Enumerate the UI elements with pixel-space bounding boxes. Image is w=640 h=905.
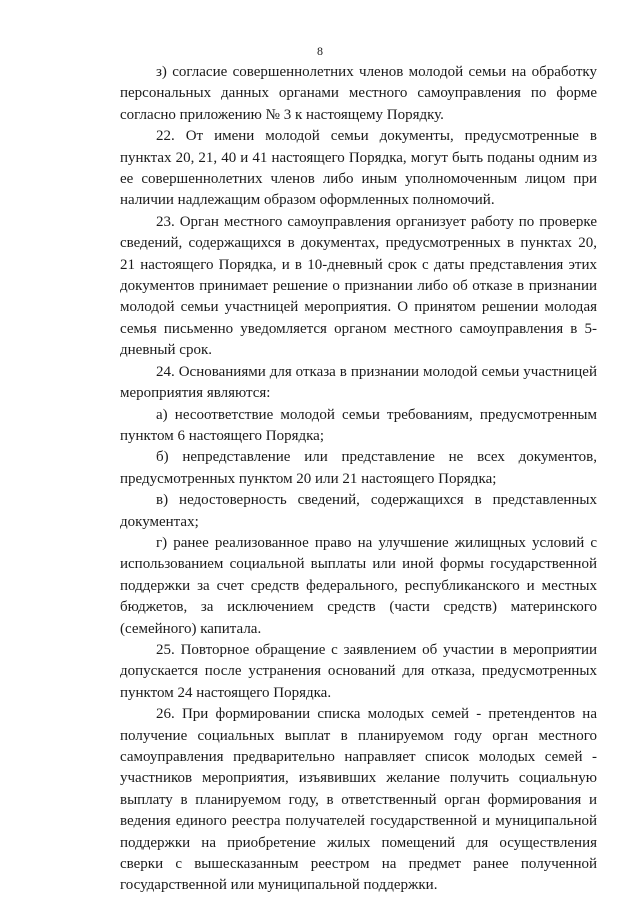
paragraph-24-item-g: г) ранее реализованное право на улучшение жилищных условий с использованием социальной выплаты или иной формы государственной поддержки за счет средств федерального, республиканского и местных бюджетов, за исключением средств (части средств) материнского (семейного) капитала.	[120, 534, 597, 637]
paragraph-24-item-v: в) недостоверность сведений, содержащихся в представленных документах;	[120, 492, 597, 530]
paragraph-23: 23. Орган местного самоуправления организует работу по проверке сведений, содержащихся в документах, предусмотренных в пунктах 20, 21 настоящего Порядка, и в 10-дневный срок с даты представления этих документов принимает решение о признании либо об отказе в признании молодой семьи участницей мероприятия. О принятом решении молодая семья письменно уведомляется органом местного самоуправления в 5-дневный срок.	[120, 213, 597, 359]
document-body	[120, 62, 597, 897]
paragraph-24-item-b: б) непредставление или представление не всех документов, предусмотренных пунктом 20 или 21 настоящего Порядка;	[120, 449, 597, 487]
paragraph-25: 25. Повторное обращение с заявлением об участии в мероприятии допускается после устранения оснований для отказа, предусмотренных пунктом 24 настоящего Порядка.	[120, 641, 597, 701]
paragraph-26: 26. При формировании списка молодых семей - претендентов на получение социальных выплат в планируемом году орган местного самоуправления предварительно направляет список молодых семей - участников мероприятия, изъявивших желание получить социальную выплату в планируемом году, в ответственный орган формирования и ведения единого реестра получателей государственной и муниципальной поддержки на приобретение жилых помещений для осуществления сверки с вышесказанным реестром на предмет ранее полученной государственной или муниципальной поддержки.	[120, 706, 597, 894]
paragraph-consent-item-z: з) согласие совершеннолетних членов молодой семьи на обработку персональных данных органами местного самоуправления по форме согласно приложению № 3 к настоящему Порядку.	[120, 64, 597, 123]
page-number: 8	[317, 44, 323, 58]
paragraph-24: 24. Основаниями для отказа в признании молодой семьи участницей мероприятия являются:	[120, 363, 597, 402]
paragraph-22: 22. От имени молодой семьи документы, предусмотренные в пунктах 20, 21, 40 и 41 настоящего Порядка, могут быть поданы одним из ее совершеннолетних членов либо иным уполномоченным лицом при наличии надлежащим образом оформленных полномочий.	[120, 128, 597, 209]
paragraph-24-item-a: а) несоответствие молодой семьи требованиям, предусмотренным пунктом 6 настоящего Порядка;	[120, 406, 597, 444]
